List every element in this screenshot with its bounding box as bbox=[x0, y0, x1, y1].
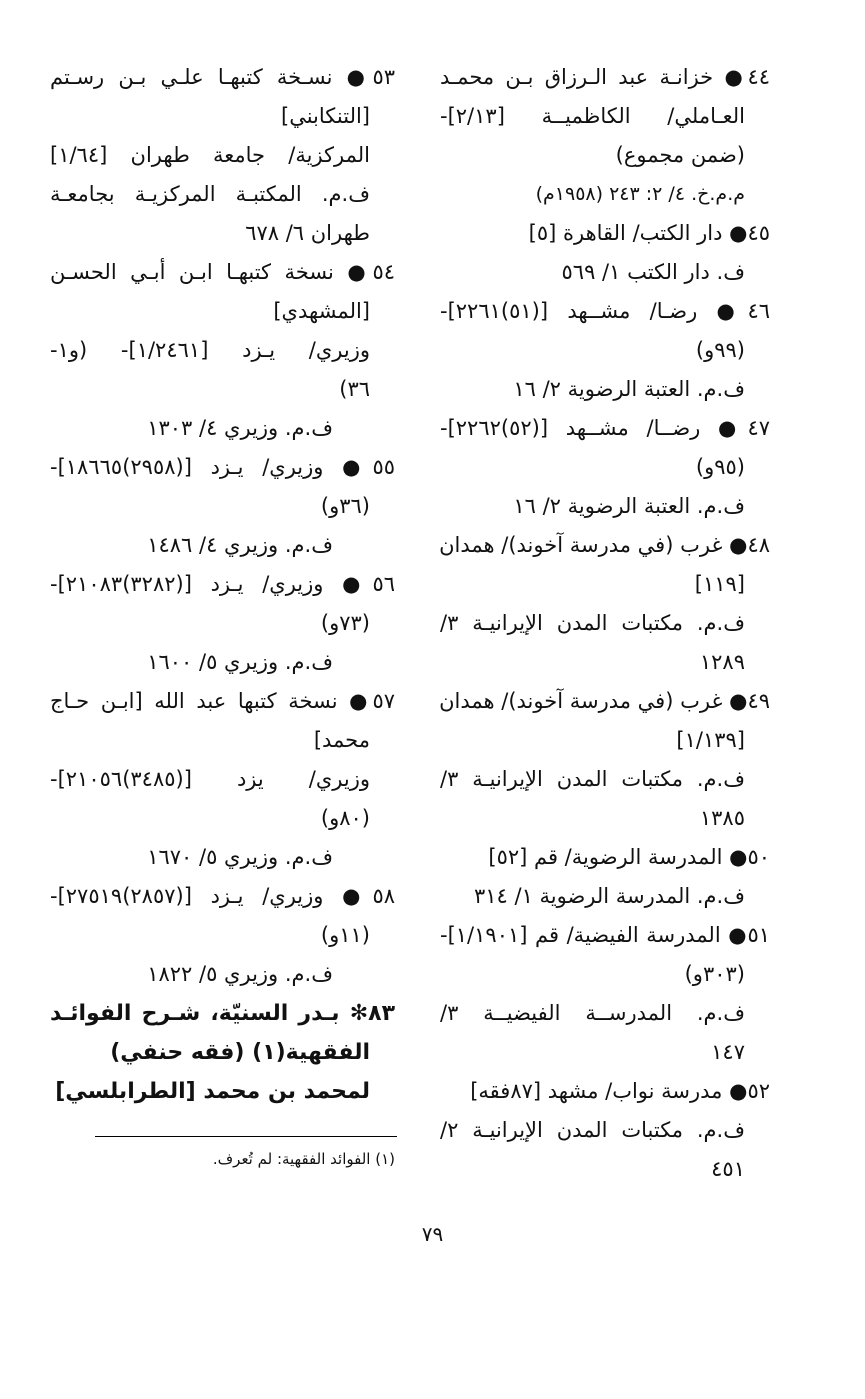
text-line: ٥١● المدرسة الفيضية/ قم [١/١٩٠١]- bbox=[440, 923, 770, 947]
footnote-separator bbox=[95, 1136, 397, 1137]
text-line: (ضمن مجموع) bbox=[615, 143, 745, 167]
text-line: ١٢٨٩ bbox=[699, 650, 745, 674]
text-line: الفقهية(١) (فقه حنفي) bbox=[110, 1040, 370, 1065]
text-line: [١١٩] bbox=[694, 572, 745, 596]
text-line: ٨٣✻ بـدر السنيّة، شـرح الفوائـد bbox=[50, 1001, 395, 1026]
text-line: (١١و) bbox=[320, 923, 370, 947]
text-line: ٥٣● نسـخة كتبهـا علـي بـن رسـتم bbox=[50, 65, 395, 89]
page-number: ٧٩ bbox=[421, 1222, 444, 1246]
text-line: ٤٥١ bbox=[711, 1157, 745, 1181]
text-line: ف.م. المدرسة الرضوية ١/ ٣١٤ bbox=[473, 884, 745, 908]
text-line: ٤٧● رضــا/ مشــهد [(٥٢)٢٢٦٢]- bbox=[440, 416, 770, 440]
text-line: ف.م. مكتبات المدن الإيرانيـة ٢/ bbox=[440, 1118, 745, 1142]
text-line: ٤٤● خزانـة عبد الـرزاق بـن محمـد bbox=[440, 65, 770, 89]
text-line: [التنكابني] bbox=[281, 104, 370, 128]
text-line: ف.م. وزيري ٤/ ١٣٠٣ bbox=[147, 416, 333, 440]
text-line: ٥٨● وزيري/ يـزد [(٢٨٥٧)٢٧٥١٩]- bbox=[50, 884, 395, 908]
text-line: ٥٧● نسخة كتبها عبد الله [ابـن حـاج bbox=[50, 689, 395, 713]
text-line: م.م.خ. ٤/ ٢: ٢٤٣ (١٩٥٨م) bbox=[535, 183, 745, 205]
text-line: ف.م. المكتبـة المركزيـة بجامعـة bbox=[50, 182, 370, 206]
text-line: لمحمد بن محمد [الطرابلسي] bbox=[55, 1079, 370, 1104]
text-line: ٤٨● غرب (في مدرسة آخوند)/ همدان bbox=[439, 533, 770, 557]
text-line: ٤٦● رضـا/ مشــهد [(٥١)٢٢٦١]- bbox=[440, 299, 770, 323]
text-line: ٤٥● دار الكتب/ القاهرة [٥] bbox=[528, 221, 770, 245]
text-line: ٥٢● مدرسة نواب/ مشهد [٨٧فقه] bbox=[470, 1079, 770, 1103]
text-line: ١٤٧ bbox=[711, 1040, 745, 1064]
text-line: ٤٩● غرب (في مدرسة آخوند)/ همدان bbox=[439, 689, 770, 713]
text-line: ٥٠● المدرسة الرضوية/ قم [٥٢] bbox=[488, 845, 770, 869]
footnote: (١) الفوائد الفقهية: لم تُعرف. bbox=[212, 1150, 395, 1168]
text-line: (٣٠٣و) bbox=[684, 962, 745, 986]
text-line: ١٣٨٥ bbox=[699, 806, 745, 830]
text-line: [١/١٣٩] bbox=[676, 728, 745, 752]
text-line: المركزية/ جامعة طهران [١/٦٤] bbox=[50, 143, 370, 167]
text-line: وزيري/ يـزد [١/٢٤٦١]- (و١- bbox=[50, 338, 370, 362]
text-line: ف.م. وزيري ٥/ ١٨٢٢ bbox=[147, 962, 333, 986]
text-line: وزيري/ يزد [(٣٤٨٥)٢١٠٥٦]- bbox=[50, 767, 370, 791]
text-line: ف.م. وزيري ٥/ ١٦٧٠ bbox=[147, 845, 333, 869]
text-line: محمد] bbox=[313, 728, 370, 752]
text-line: طهران ٦/ ٦٧٨ bbox=[245, 221, 370, 245]
left-column bbox=[50, 58, 395, 1111]
text-line: ف.م. وزيري ٥/ ١٦٠٠ bbox=[147, 650, 333, 674]
text-line: ٣٦) bbox=[339, 377, 370, 401]
text-line: [المشهدي] bbox=[273, 299, 370, 323]
text-line: ٥٦● وزيري/ يـزد [(٣٢٨٢)٢١٠٨٣]- bbox=[50, 572, 395, 596]
text-line: ٥٥● وزيري/ يـزد [(٢٩٥٨)١٨٦٦٥]- bbox=[50, 455, 395, 479]
text-line: (٣٦و) bbox=[320, 494, 370, 518]
text-line: ف.م. مكتبات المدن الإيرانيـة ٣/ bbox=[440, 767, 745, 791]
text-line: ٥٤● نسخة كتبهـا ابـن أبـي الحسـن bbox=[50, 260, 395, 284]
text-line: (٧٣و) bbox=[320, 611, 370, 635]
text-line: ف.م. العتبة الرضوية ٢/ ١٦ bbox=[513, 377, 745, 401]
right-column bbox=[440, 58, 770, 1189]
text-line: ف.م. وزيري ٤/ ١٤٨٦ bbox=[147, 533, 333, 557]
text-line: (٩٥و) bbox=[695, 455, 745, 479]
text-line: (٩٩و) bbox=[695, 338, 745, 362]
text-line: ف.م. مكتبات المدن الإيرانيـة ٣/ bbox=[440, 611, 745, 635]
text-line: العـاملي/ الكاظميــة [٢/١٣]- bbox=[440, 104, 745, 128]
text-line: ف.م. المدرســة الفيضيــة ٣/ bbox=[440, 1001, 745, 1025]
text-line: ف. دار الكتب ١/ ٥٦٩ bbox=[561, 260, 745, 284]
text-line: (٨٠و) bbox=[320, 806, 370, 830]
text-line: ف.م. العتبة الرضوية ٢/ ١٦ bbox=[513, 494, 745, 518]
